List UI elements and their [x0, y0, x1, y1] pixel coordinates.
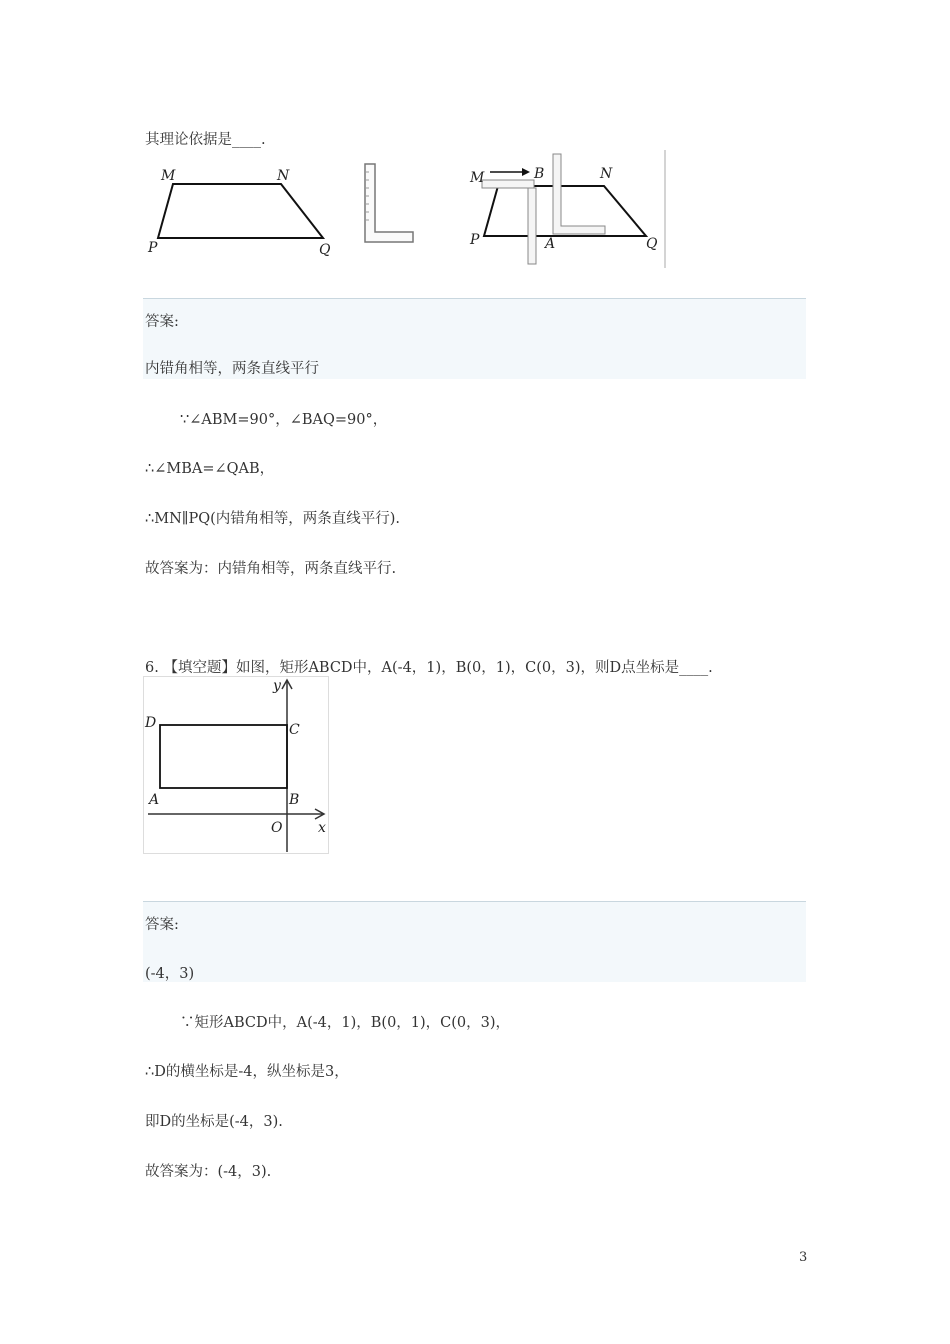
label-Q2: Q	[646, 236, 658, 252]
q5-explanation-line-3: ∴MN∥PQ(内错角相等，两条直线平行).	[145, 511, 401, 527]
q5-trapezoid-figure	[143, 162, 343, 262]
q6-answer-label: 答案:	[145, 917, 179, 933]
label-Q: Q	[319, 242, 331, 258]
label-M2: M	[470, 170, 485, 186]
label-M: M	[161, 168, 176, 184]
ruler-vertical-left	[528, 188, 536, 264]
label-A: A	[545, 236, 556, 252]
q5-explanation-line-2: ∴∠MBA=∠QAB，	[145, 461, 275, 477]
q5-explanation-line-1: ∵∠ABM=90°，∠BAQ=90°，	[180, 412, 388, 428]
ruler-top	[482, 180, 534, 188]
label-N: N	[277, 168, 290, 184]
label-A6: A	[149, 792, 160, 808]
label-O: O	[271, 820, 283, 836]
q6-explanation-line-1: ∵矩形ABCD中，A(-4，1)，B(0，1)，C(0，3)，	[180, 1015, 511, 1031]
q5-explanation-line-4: 故答案为：内错角相等，两条直线平行.	[145, 561, 397, 577]
q6-explanation-line-3: 即D的坐标是(-4，3).	[145, 1114, 283, 1130]
label-B6: B	[289, 792, 300, 808]
set-square-shape	[365, 164, 413, 242]
arrow-head-icon	[522, 168, 530, 176]
rectangle-abcd	[160, 725, 287, 788]
label-P2: P	[470, 232, 480, 248]
page-number: 3	[799, 1250, 808, 1265]
figure-frame	[144, 677, 329, 854]
label-C: C	[289, 722, 300, 738]
q6-explanation-line-4: 故答案为：(-4，3).	[145, 1164, 272, 1180]
q6-explanation-line-2: ∴D的横坐标是-4，纵坐标是3，	[145, 1064, 349, 1080]
q5-tail-text: 其理论依据是____.	[145, 132, 266, 148]
q6-answer-box	[143, 901, 806, 982]
label-P: P	[148, 240, 158, 256]
trapezoid-shape	[158, 184, 323, 238]
q5-answer-label: 答案:	[145, 314, 179, 330]
q5-set-square-figure	[355, 158, 425, 253]
label-D: D	[145, 715, 157, 731]
q6-answer-value: (-4，3)	[145, 966, 195, 982]
q6-coordinate-figure	[143, 676, 331, 856]
q5-answer-value: 内错角相等，两条直线平行	[145, 361, 319, 377]
label-B: B	[534, 166, 545, 182]
label-y: y	[273, 678, 281, 694]
q5-answer-box	[143, 298, 806, 379]
label-N2: N	[600, 166, 613, 182]
set-square-placed	[553, 154, 605, 234]
label-x: x	[318, 820, 326, 836]
q5-measure-figure	[460, 150, 670, 270]
q6-question-text: 6. 【填空题】如图，矩形ABCD中，A(-4，1)，B(0，1)，C(0，3)，则D点坐标是____.	[145, 660, 713, 676]
